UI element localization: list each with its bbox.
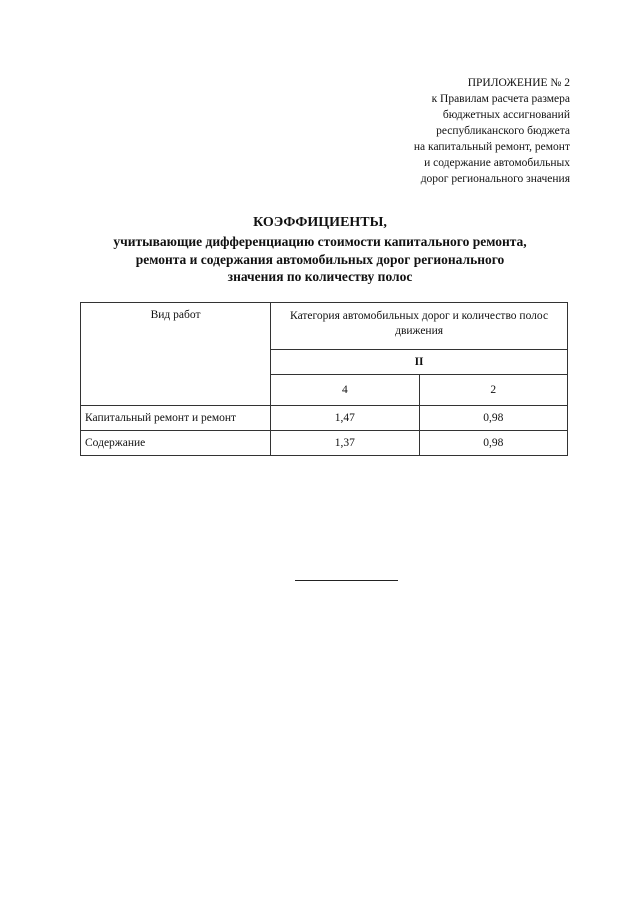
header-road-category: II [271,350,568,375]
header-lanes-4: 4 [271,375,419,406]
appendix-note [414,75,570,187]
table-row [81,406,568,431]
document-title-block [60,213,580,286]
header-category: Категория автомобильных дорог и количество полос движения [271,303,568,350]
document-title: КОЭФФИЦИЕНТЫ, [253,215,387,230]
row-label: Капитальный ремонт и ремонт [81,406,271,431]
table-cell: 0,98 [419,406,567,431]
coefficients-table [80,302,568,456]
document-subtitle-line: учитывающие дифференциацию стоимости капитального ремонта, [113,234,527,249]
appendix-title: ПРИЛОЖЕНИЕ № 2 [467,77,570,89]
appendix-line: к Правилам расчета размера [431,93,570,105]
header-work-type: Вид работ [81,303,271,406]
appendix-line: на капитальный ремонт, ремонт [413,141,570,153]
appendix-line: бюджетных ассигнований [442,109,570,121]
table-header-row [81,303,568,350]
table-row [81,431,568,456]
end-separator-line [295,580,398,581]
appendix-line: дорог регионального значения [420,173,570,185]
header-lanes-2: 2 [419,375,567,406]
table-cell: 1,37 [271,431,419,456]
document-subtitle-line: значения по количеству полос [227,269,413,284]
table-cell: 1,47 [271,406,419,431]
row-label: Содержание [81,431,271,456]
document-subtitle-line: ремонта и содержания автомобильных дорог регионального [135,251,505,267]
appendix-line: и содержание автомобильных [424,157,570,169]
table-cell: 0,98 [419,431,567,456]
appendix-line: республиканского бюджета [436,125,570,137]
